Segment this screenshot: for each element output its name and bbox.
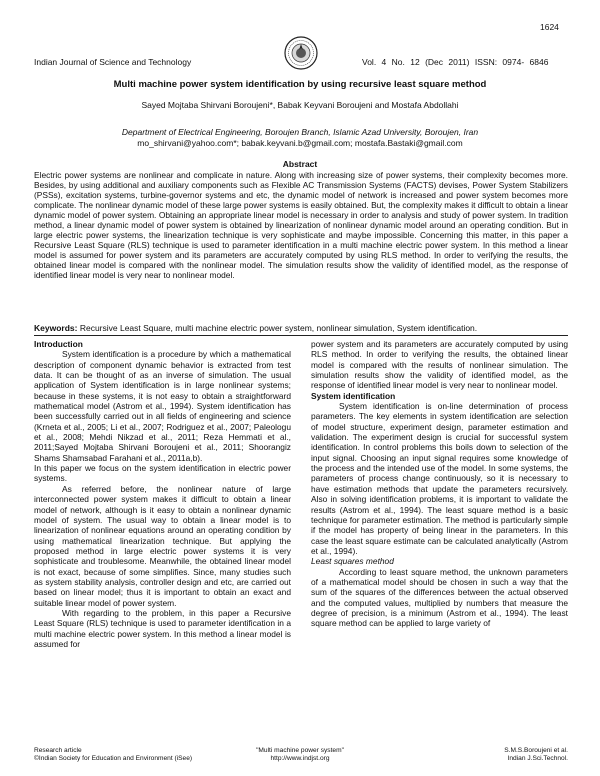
issn: ISSN: 0974- 6846 bbox=[474, 57, 549, 67]
page-number: 1624 bbox=[540, 22, 559, 32]
intro-paragraph-3: With regarding to the problem, in this paper a Recursive Least Square (RLS) technique is used to parameter identification in a multi machine electric power system. In this method a linear model is assumed for bbox=[34, 607, 291, 649]
least-squares-paragraph: According to least square method, the unknown parameters of a mathematical model should be chosen in such a way that the sum of the squares of the differences between the actual observed and the computed values, multiplied by numbers that measure the degree of precision, is a minimum (Astrom et al., 1994). The least square method can be applied to large variety of bbox=[311, 566, 568, 629]
journal-seal-logo bbox=[284, 36, 318, 70]
abstract-heading: Abstract bbox=[282, 159, 318, 169]
volume: Vol. 4 bbox=[362, 57, 387, 67]
intro-paragraph-1: System identification is a procedure by which a mathematical description of component dynamic behavior is extracted from test data. It can be thought of as an inverse of simulation. The usual application of System identification is in large nonlinear systems; because in these systems, it is not easy to obtain a straightforward mathematical model (Astrom et al., 1994). System identification has been successfully carried out in all fields of engineering and science (Krneta et al., 2005; Li et al., 2007; Rodriguez et al., 2007; Paleologu et al., 2008; Mehdi Nikzad et al., 2011; Reza Hemmati et al., 2011;Sayed Mojtaba Shirvani Boroujeni et al., 2011; Shoorangiz Shams Shamsabad Farahani et al., 2011a,b). bbox=[34, 349, 291, 463]
intro-paragraph-continued: power system and its parameters are accurately computed by using RLS method. In order to verifying the results, the obtained linear model is compared with the results of nonlinear simulation. The simulation results show the validity of identified model, as the response of identified linear model is very near to nonlinear model. bbox=[311, 339, 568, 391]
left-column bbox=[34, 339, 291, 649]
citation-authors: S.M.S.Boroujeni et al. bbox=[504, 747, 568, 754]
right-column bbox=[311, 339, 568, 629]
keywords bbox=[34, 323, 568, 333]
citation-journal: Indian J.Sci.Technol. bbox=[507, 755, 568, 762]
paper-title: Multi machine power system identification by using recursive least square method bbox=[113, 79, 487, 90]
journal-name: Indian Journal of Science and Technology bbox=[34, 57, 192, 67]
affiliation: Department of Electrical Engineering, Boroujen Branch, Islamic Azad University, Boroujen, Iran bbox=[121, 127, 479, 137]
intro-paragraph-1b: In this paper we focus on the system identification in electric power systems. bbox=[34, 463, 291, 484]
footer-right bbox=[440, 747, 568, 763]
section-divider bbox=[34, 335, 568, 336]
introduction-heading: Introduction bbox=[34, 339, 83, 349]
author-emails: mo_shirvani@yahoo.com*; babak.keyvani.b@gmail.com; mostafa.Bastaki@gmail.com bbox=[137, 138, 463, 148]
volume-info bbox=[362, 57, 548, 67]
sysid-paragraph: System identification is on-line determination of process parameters. The key elements in system identification are selection of model structure, experiment design, parameter estimation and validation. The experiment design is crucial for successful system identification. In control problems this boils down to selection of the input signal. Choosing an input signal requires some knowledge of the process and the intended use of the model. In some systems, the parameters of process change continuously, so it is necessary to have estimation methods that update the parameters recursively. Also in solving identification problems, it is important to validate the results (Astrom et al., 1994). The least square method is a basic technique for parameter estimation. The method is particularly simple if the model has property of being linear in the parameters. In this case the least square estimate can be calculated analytically (Astrom et al., 1994). bbox=[311, 401, 568, 556]
journal-url[interactable]: http://www.indjst.org bbox=[270, 755, 330, 762]
keywords-text: Recursive Least Square, multi machine electric power system, nonlinear simulation, System identification. bbox=[77, 323, 478, 333]
authors: Sayed Mojtaba Shirvani Boroujeni*, Babak Keyvani Boroujeni and Mostafa Abdollahi bbox=[141, 100, 459, 110]
intro-paragraph-2: As referred before, the nonlinear nature of large interconnected power system makes it difficult to obtain a linear model of network, although is it easy to obtain a nonlinear dynamic model of system. The usual way to obtain a linear model is to linearization of nonlinear equations around an operating condition by using mathematical linearization technique. But applying the proposed method in large electric power systems it is very sophisticate and troublesome. Meanwhile, the obtained linear model is not exact, because of some simplifies. Since, many studies such as system stability analysis, controller design and etc, are carried out based on linear model; thus it is important to obtain an exact and suitable linear model of power system. bbox=[34, 483, 291, 608]
issue: No. 12 bbox=[391, 57, 420, 67]
date: (Dec 2011) bbox=[425, 57, 470, 67]
keywords-label: Keywords: bbox=[34, 323, 78, 333]
article-type: Research article bbox=[34, 747, 82, 754]
running-title: "Multi machine power system" bbox=[256, 747, 344, 754]
abstract-text: Electric power systems are nonlinear and complicate in nature. Along with increasing size of power systems, their complexity becomes more. Besides, by using additional and auxiliary components such as Flexible AC Transmission Systems (FACTS) devises, Power System Stabilizers (PSSs), excitation systems, turbine-governor systems and etc, the dynamic model of network is increased and power system becomes more complicate. The nonlinear dynamic model of these large power systems is easily obtained. But, the complexity makes it difficult to obtain a linear dynamic model of power system. Obtaining an appropriate linear model is necessary in order to analysis and study of power system. In tradition method, a linear dynamic model of power system is obtained by linearization of nonlinear dynamic model around an operating condition. But in large electric power systems, the linearization technique is very sophisticate and maybe impossible. Concerning this matter, in this paper a Recursive Least Square (RLS) technique is used to parameter identification in a multi machine electric power system. In this method a linear model is assumed for power system and its parameters are accurately computed by using RLS method. In order to verifying the results, the obtained linear model is compared with the nonlinear model. The simulation results show the validity of identified model, as the response of identified linear model is very near to nonlinear model. bbox=[34, 170, 568, 281]
system-identification-heading: System identification bbox=[311, 390, 396, 401]
least-squares-heading: Least squares method bbox=[311, 556, 394, 567]
copyright: ©Indian Society for Education and Environment (iSee) bbox=[34, 755, 193, 762]
